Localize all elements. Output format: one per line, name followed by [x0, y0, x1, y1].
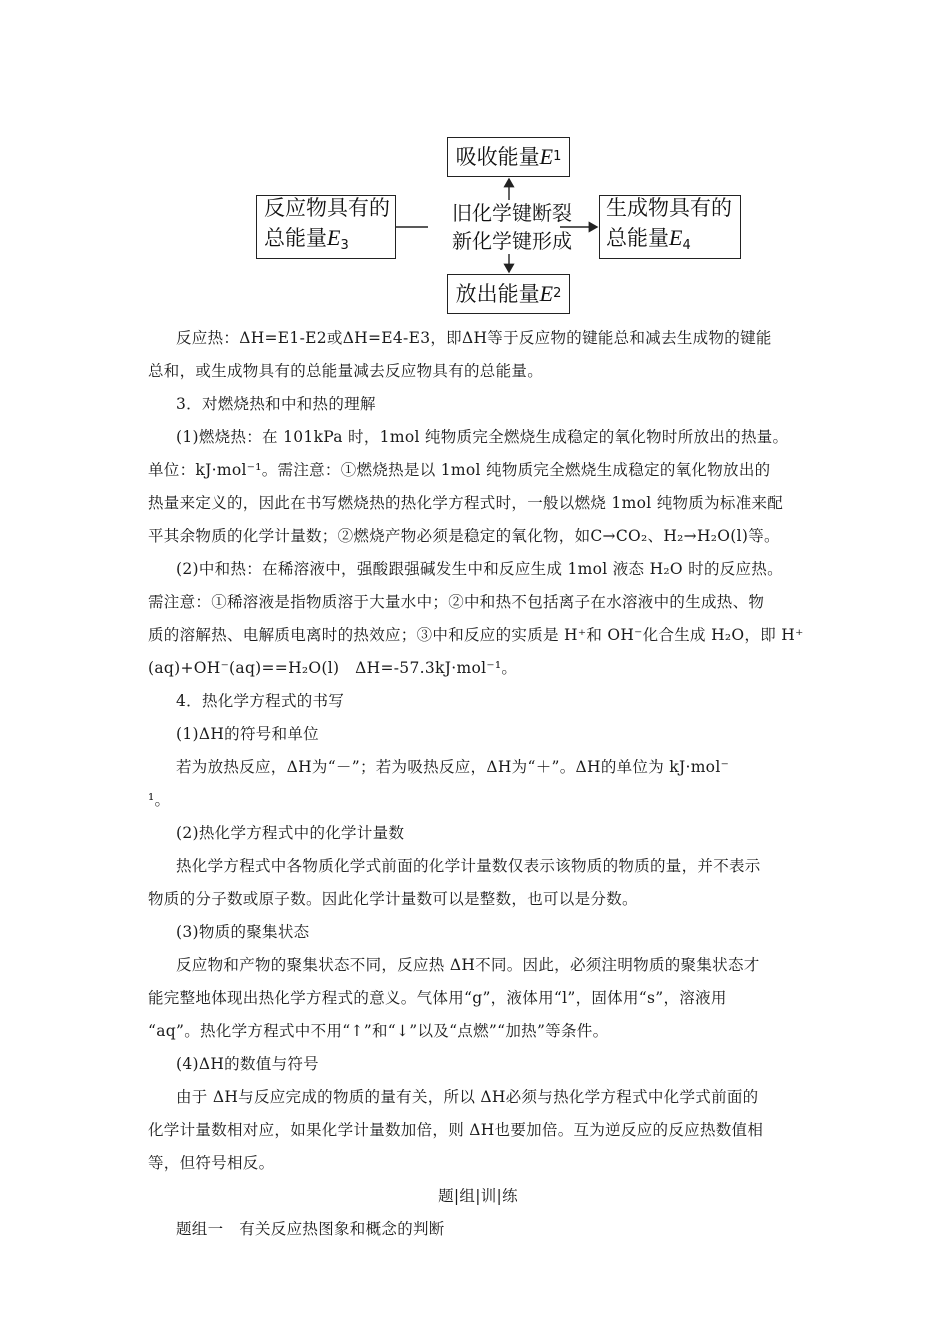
- bond-change-text: [424, 199, 600, 255]
- section-heading: 3．对燃烧热和中和热的理解: [176, 395, 376, 413]
- product-line1: 生成物具有的: [606, 196, 732, 220]
- release-energy-box: [447, 274, 570, 314]
- paragraph-line: 反应热：ΔH=E1-E2或ΔH=E4-E3，即ΔH等于反应物的键能总和减去生成物的键能: [176, 329, 772, 347]
- subsection-heading: (1)ΔH的符号和单位: [176, 725, 319, 743]
- energy-diagram: [0, 0, 950, 320]
- paragraph-line: 等，但符号相反。: [148, 1154, 275, 1172]
- bond-form-label: 新化学键形成: [452, 229, 572, 253]
- paragraph-line: 由于 ΔH与反应完成的物质的量有关，所以 ΔH必须与热化学方程式中化学式前面的: [176, 1088, 759, 1106]
- subsection-heading: (4)ΔH的数值与符号: [176, 1055, 319, 1073]
- paragraph-line: “aq”。热化学方程式中不用“↑”和“↓”以及“点燃”“加热”等条件。: [148, 1022, 609, 1040]
- absorb-energy-sub: 1: [553, 149, 562, 164]
- body-text: [148, 322, 808, 1246]
- paragraph-line: (aq)+OH⁻(aq)==H₂O(l) ΔH=-57.3kJ·mol⁻¹。: [148, 659, 518, 677]
- paragraph-line: ¹。: [148, 791, 171, 809]
- reactant-energy-box: [256, 195, 396, 259]
- paragraph-line: 热量来定义的，因此在书写燃烧热的热化学方程式时，一般以燃烧 1mol 纯物质为标准来配: [148, 494, 784, 512]
- bond-break-label: 旧化学键断裂: [452, 201, 572, 225]
- subsection-heading: (2)热化学方程式中的化学计量数: [176, 824, 405, 842]
- release-energy-symbol: E: [539, 281, 554, 306]
- paragraph-line: 若为放热反应，ΔH为“－”；若为吸热反应，ΔH为“＋”。ΔH的单位为 kJ·mol⁻: [176, 758, 730, 776]
- paragraph-line: 质的溶解热、电解质电离时的热效应；③中和反应的实质是 H⁺和 OH⁻化合生成 H₂O，即 H⁺: [148, 626, 804, 644]
- paragraph-line: 需注意：①稀溶液是指物质溶于大量水中；②中和热不包括离子在水溶液中的生成热、物: [148, 593, 765, 611]
- paragraph-line: (1)燃烧热：在 101kPa 时，1mol 纯物质完全燃烧生成稳定的氧化物时所放出的热量。: [176, 428, 789, 446]
- exercise-group-title: 题|组|训|练: [438, 1187, 518, 1205]
- product-line2: 总能量$E_4$: [606, 225, 691, 253]
- absorb-energy-label: 吸收能量: [455, 145, 540, 169]
- paragraph-line: 物质的分子数或原子数。因此化学计量数可以是整数，也可以是分数。: [148, 890, 638, 908]
- product-energy-box: [599, 195, 741, 259]
- paragraph-line: 能完整地体现出热化学方程式的意义。气体用“g”，液体用“l”，固体用“s”，溶液用: [148, 989, 727, 1007]
- paragraph-line: 热化学方程式中各物质化学式前面的化学计量数仅表示该物质的物质的量，并不表示: [176, 857, 761, 875]
- absorb-energy-box: [447, 137, 570, 177]
- paragraph-line: 化学计量数相对应，如果化学计量数加倍，则 ΔH也要加倍。互为逆反应的反应热数值相: [148, 1121, 764, 1139]
- paragraph-line: 单位：kJ·mol⁻¹。需注意：①燃烧热是以 1mol 纯物质完全燃烧生成稳定的氧化物放出的: [148, 461, 771, 479]
- paragraph-line: 反应物和产物的聚集状态不同，反应热 ΔH不同。因此，必须注明物质的聚集状态才: [176, 956, 760, 974]
- paragraph-line: 总和，或生成物具有的总能量减去反应物具有的总能量。: [148, 362, 544, 380]
- exercise-group-heading: 题组一 有关反应热图象和概念的判断: [176, 1220, 445, 1238]
- reactant-line1: 反应物具有的: [264, 196, 390, 220]
- section-heading: 4．热化学方程式的书写: [176, 692, 345, 710]
- release-energy-sub: 2: [553, 286, 562, 301]
- paragraph-line: 平其余物质的化学计量数；②燃烧产物必须是稳定的氧化物，如C→CO₂、H₂→H₂O(l)等。: [148, 527, 780, 545]
- paragraph-line: (2)中和热：在稀溶液中，强酸跟强碱发生中和反应生成 1mol 液态 H₂O 时的反应热。: [176, 560, 783, 578]
- release-energy-label: 放出能量: [455, 282, 540, 306]
- reactant-line2: 总能量$E_3$: [264, 225, 349, 253]
- subsection-heading: (3)物质的聚集状态: [176, 923, 310, 941]
- absorb-energy-symbol: E: [539, 144, 554, 169]
